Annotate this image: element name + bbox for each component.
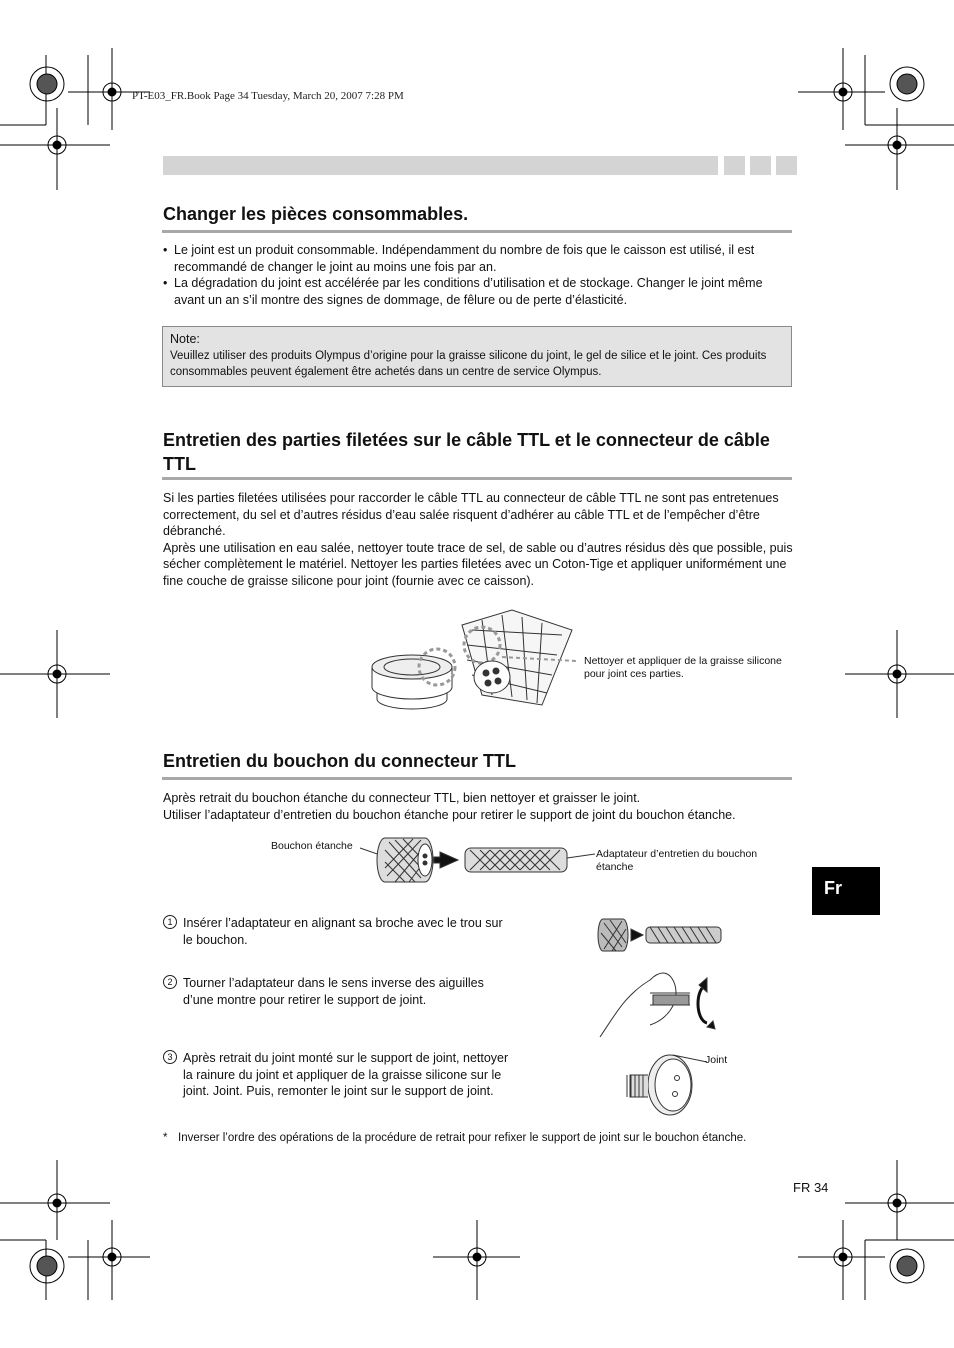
threads-text [163,490,793,589]
section-title-consumables: Changer les pièces consommables. [163,204,469,224]
step-text: Tourner l’adaptateur dans le sens inverse des aiguilles d’une montre pour retirer le support de joint. [183,976,484,1007]
cap-text [163,790,803,823]
step-text: Après retrait du joint monté sur le support de joint, nettoyer la rainure du joint et appliquer de la graisse silicone sur le joint. Joint. Puis, remonter le joint sur le support de joint. [183,1051,509,1098]
file-header: PT-E03_FR.Book Page 34 Tuesday, March 20, 2007 7:28 PM [132,90,404,102]
language-tab [812,867,880,915]
section-title-cap: Entretien du bouchon du connecteur TTL [163,751,516,771]
section-rule [162,230,792,233]
threads-figure-caption: Nettoyer et appliquer de la graisse silicone pour joint ces parties. [584,655,782,680]
step1-illustration [598,915,728,955]
cap-and-adapter-illustration [355,830,595,890]
step-number: 1 [163,915,177,929]
step-1 [163,915,513,948]
label-waterproof-cap: Bouchon étanche [271,840,353,852]
header-square [776,156,797,175]
bullet-item: • Le joint est un produit consommable. Indépendamment du nombre de fois que le caisson est utilisé, il est recommandé de changer le joint au moins une fois par an. [163,242,793,275]
paragraph: Utiliser l’adaptateur d’entretien du bouchon étanche pour retirer le support de joint du bouchon étanche. [163,807,736,822]
header-square [724,156,745,175]
step-text: Insérer l’adaptateur en alignant sa broche avec le trou sur le bouchon. [183,916,503,947]
footnote-text: Inverser l’ordre des opérations de la procédure de retrait pour refixer le support de joint sur le bouchon étanche. [178,1132,747,1144]
bullet-item: • La dégradation du joint est accélérée par les conditions d’utilisation et de stockage. Changer le joint même avant un an s’il montre des signes de dommage, de fêlure ou de perte d’élasticité. [163,275,793,308]
label-joint: Joint [705,1054,728,1066]
page-number: FR 34 [793,1180,829,1195]
consumables-bullets [163,242,793,308]
label-adapter: Adaptateur d’entretien du bouchon étanche [596,848,758,873]
step-3 [163,1050,513,1100]
step-2 [163,975,513,1008]
paragraph: Après retrait du bouchon étanche du connecteur TTL, bien nettoyer et graisser le joint. [163,791,641,805]
header-bar [163,156,718,175]
section-title-threads: Entretien des parties filetées sur le câble TTL et le connecteur de câble TTL [163,430,770,474]
language-tab-label: Fr [824,878,842,898]
section-rule [162,777,792,780]
step-number: 3 [163,1050,177,1064]
footnote-mark: * [163,1132,168,1144]
paragraph: Après une utilisation en eau salée, nettoyer toute trace de sel, de sable ou d’autres résidus dès que possible, puis sécher complètement le matériel. Nettoyer les parties filetées avec un Coton-Tige et appliquer uniformément une fine couche de graisse silicone pour joint (fournie avec ce caisson). [163,540,793,588]
header-square [750,156,771,175]
step2-illustration [595,965,725,1040]
paragraph: Si les parties filetées utilisées pour raccorder le câble TTL au connecteur de câble TTL ne sont pas entretenues correctement, du sel et d’autres résidus d’eau salée risquent d’adhérer au câble TTL et de l’empêcher d’être débranché. [163,491,779,538]
section-rule [162,477,792,480]
step3-illustration [615,1050,695,1120]
ttl-connector-illustration [362,605,582,715]
note-label: Note: [170,332,200,346]
footnote [163,1130,793,1146]
note-text: Veuillez utiliser des produits Olympus d’origine pour la graisse silicone du joint, le gel de silice et le joint. Ces produits consommables peuvent également être achetés dans un centre de service Olympus. [170,350,767,378]
step-number: 2 [163,975,177,989]
note-box [162,326,792,387]
